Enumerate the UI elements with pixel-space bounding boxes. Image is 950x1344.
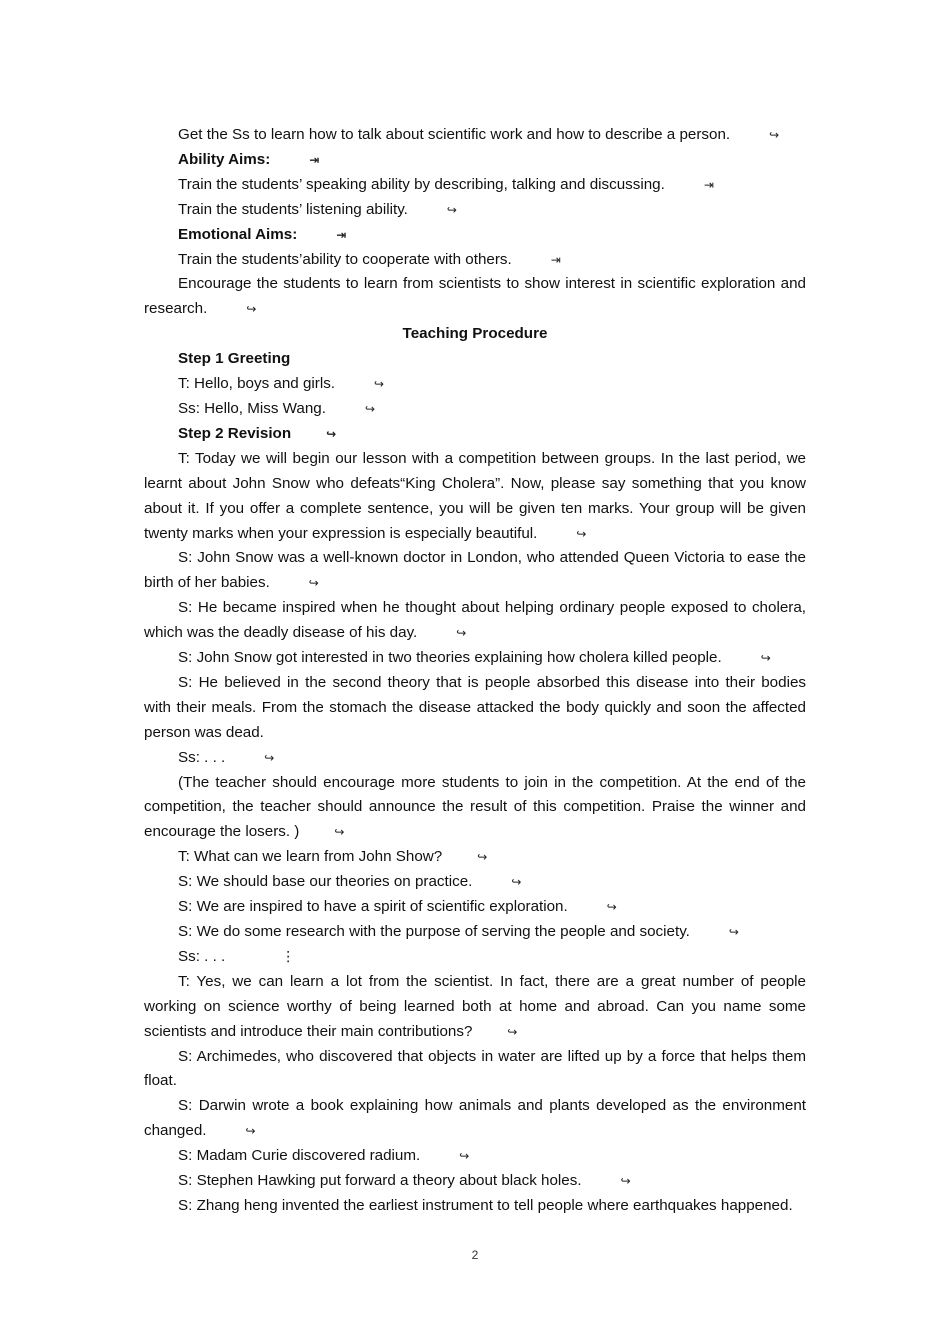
dialogue-line: S: John Snow was a well-known doctor in London, who attended Queen Victoria to ease the birth of her babies. ↪: [144, 546, 806, 596]
dialogue-line: S: We should base our theories on practice. ↪: [144, 870, 806, 895]
paragraph-mark-icon: ↪: [606, 900, 616, 915]
paragraph-mark-icon: ↪: [334, 825, 344, 840]
paragraph-mark-icon: ↪: [620, 1174, 630, 1189]
dialogue-line: T: Yes, we can learn a lot from the scientist. In fact, there are a great number of people working on science worthy of being learned both at home and abroad. Can you name some scientists and introduce their main contributions? ↪: [144, 970, 806, 1045]
dialogue-line: T: What can we learn from John Show? ↪: [144, 845, 806, 870]
step-heading-greeting: Step 1 Greeting: [178, 350, 291, 368]
dialogue-line: S: Archimedes, who discovered that objects in water are lifted up by a force that helps them float.: [144, 1047, 806, 1090]
paragraph-mark-icon: ↪: [364, 401, 375, 416]
paragraph-mark-icon: ↪: [477, 850, 487, 865]
paragraph-mark-icon: ↪: [245, 1124, 255, 1139]
paragraph-mark-icon: ↪: [459, 1149, 469, 1164]
tab-mark-icon: ⇥: [550, 252, 560, 267]
paragraph-mark-icon: ↪: [511, 875, 521, 890]
dialogue-line: S: We are inspired to have a spirit of scientific exploration. ↪: [144, 895, 806, 920]
dialogue-line: S: Zhang heng invented the earliest instrument to tell people where earthquakes happened.: [178, 1196, 793, 1214]
paragraph-mark-icon: ↪: [507, 1024, 517, 1039]
paragraph: Train the students’ability to cooperate with others. ⇥: [144, 248, 806, 273]
paragraph-mark-icon: ↪: [246, 302, 256, 317]
paragraph: Encourage the students to learn from scientists to show interest in scientific exploration and research. ↪: [144, 272, 806, 322]
vertical-ellipsis-icon: ⋮: [281, 948, 296, 965]
paragraph-mark-icon: ↪: [760, 651, 770, 666]
section-heading-emotional-aims: Emotional Aims: ⇥: [144, 223, 806, 248]
dialogue-line: S: He believed in the second theory that is people absorbed this disease into their bodies with their meals. From the stomach the disease attacked the body quickly and soon the affected person was dead.: [144, 673, 806, 741]
tab-mark-icon: ⇥: [703, 177, 713, 192]
paragraph-mark-icon: ↪: [456, 626, 466, 641]
dialogue-line: T: Today we will begin our lesson with a competition between groups. In the last period, we learnt about John Snow who defeats“King Cholera”. Now, please say something that you know about it. If you offer a complete sentence, you will be given ten marks. Your group will be given twenty marks when your expression is especially beautiful. ↪: [144, 447, 806, 547]
step-heading-revision: Step 2 Revision ↪: [144, 422, 806, 447]
dialogue-line: S: Stephen Hawking put forward a theory about black holes. ↪: [144, 1169, 806, 1194]
paragraph-mark-icon: ↪: [446, 202, 456, 217]
page-number: 2: [471, 1248, 479, 1262]
paragraph-mark-icon: ↪: [308, 576, 318, 591]
paragraph-mark-icon: ↪: [374, 377, 384, 392]
dialogue-line: Ss: Hello, Miss Wang. ↪: [144, 397, 806, 422]
paragraph-mark-icon: ↪: [728, 925, 738, 939]
dialogue-line: Ss: . . . ↪: [144, 746, 806, 771]
tab-mark-icon: ⇥: [309, 152, 319, 167]
document-body: [144, 123, 806, 1219]
tab-mark-icon: ⇥: [336, 227, 346, 242]
section-title-teaching-procedure: Teaching Procedure: [402, 325, 548, 343]
dialogue-line: Ss: . . . ⋮: [144, 945, 806, 970]
section-heading-ability-aims: Ability Aims: ⇥: [144, 148, 806, 173]
paragraph-mark-icon: ↪: [576, 526, 586, 541]
paragraph: Train the students’ speaking ability by describing, talking and discussing. ⇥: [144, 173, 806, 198]
paragraph: Get the Ss to learn how to talk about scientific work and how to describe a person. ↪: [144, 123, 806, 148]
paragraph-mark-icon: ↪: [264, 750, 274, 765]
paragraph-mark-icon: ↪: [326, 426, 336, 441]
dialogue-line: S: John Snow got interested in two theories explaining how cholera killed people. ↪: [144, 646, 806, 671]
dialogue-line: S: He became inspired when he thought about helping ordinary people exposed to cholera, which was the deadly disease of his day. ↪: [144, 596, 806, 646]
paragraph-mark-icon: ↪: [769, 128, 779, 142]
dialogue-line: T: Hello, boys and girls. ↪: [144, 372, 806, 397]
dialogue-line: S: We do some research with the purpose of serving the people and society. ↪: [144, 920, 806, 945]
dialogue-line: S: Darwin wrote a book explaining how animals and plants developed as the environment changed. ↪: [144, 1094, 806, 1144]
paragraph: Train the students’ listening ability. ↪: [144, 198, 806, 223]
dialogue-line: S: Madam Curie discovered radium. ↪: [144, 1144, 806, 1169]
teacher-note: (The teacher should encourage more students to join in the competition. At the end of the competition, the teacher should announce the result of this competition. Praise the winner and encourage the losers. ) ↪: [144, 771, 806, 846]
